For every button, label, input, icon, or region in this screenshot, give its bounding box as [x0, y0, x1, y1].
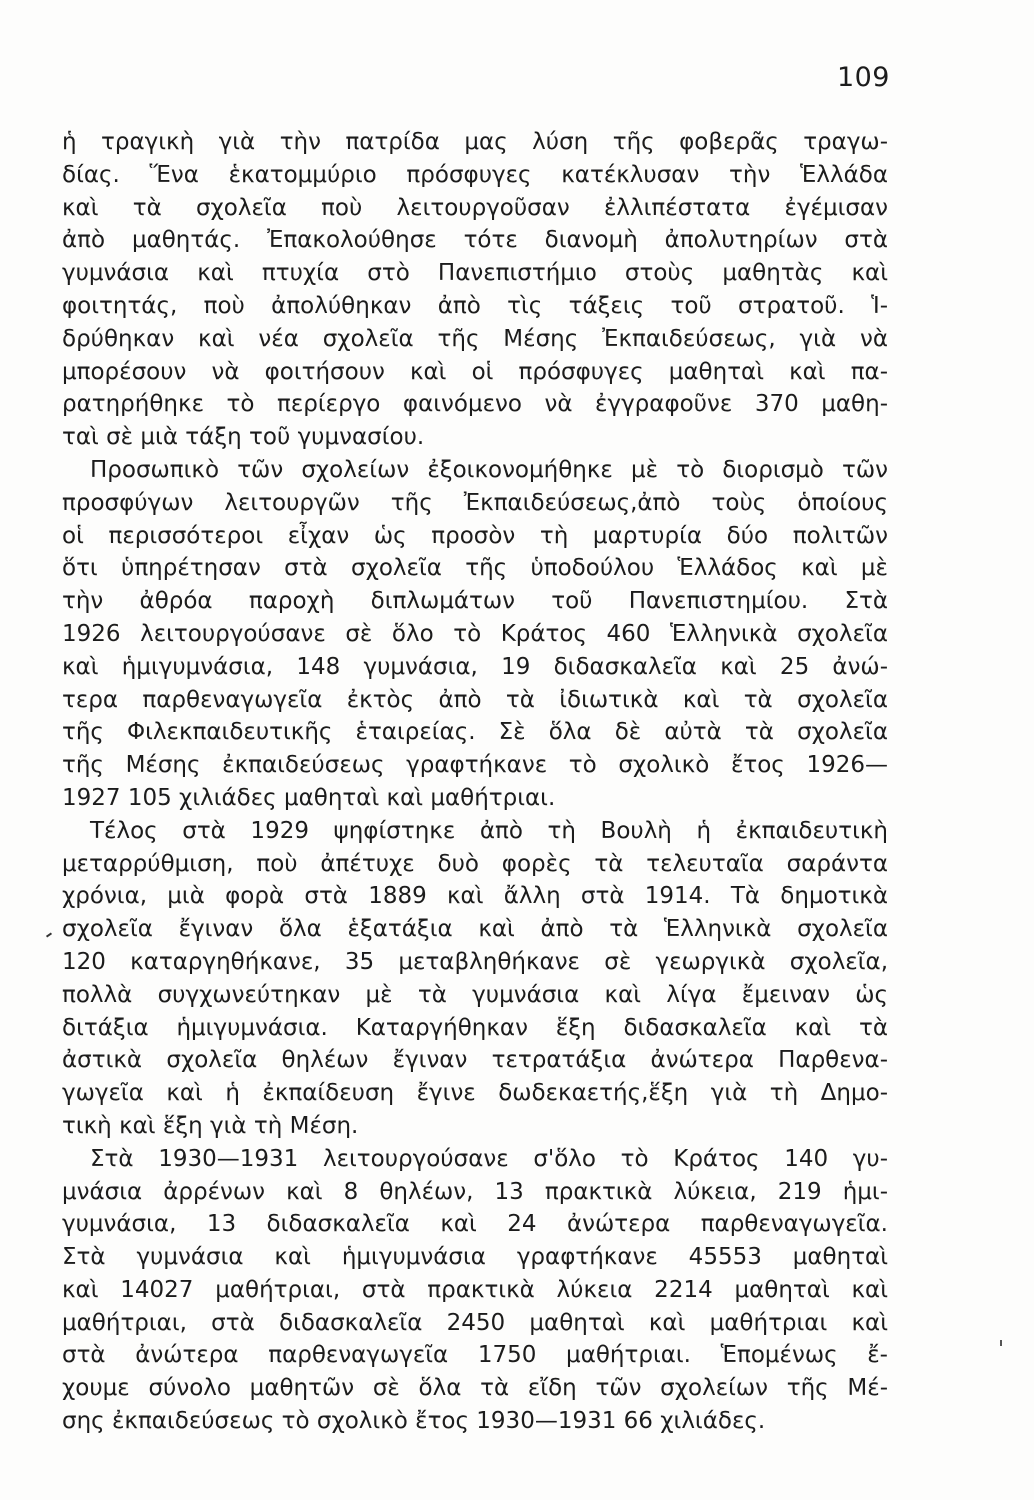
text-line: πολλὰ συγχωνεύτηκαν μὲ τὰ γυμνάσια καὶ λίγα ἔμειναν ὡς [62, 981, 888, 1008]
text-line: σχολεῖα ἔγιναν ὅλα ἑξατάξια καὶ ἀπὸ τὰ Ἑλληνικὰ σχολεῖα [62, 916, 888, 943]
text-line: δρύθηκαν καὶ νέα σχολεῖα τῆς Μέσης Ἐκπαιδεύσεως, γιὰ νὰ [62, 325, 888, 352]
margin-pencil-mark [46, 932, 52, 937]
text-line: προσφύγων λειτουργῶν τῆς Ἐκπαιδεύσεως,ἀπὸ τοὺς ὁποίους [62, 489, 888, 516]
paragraph-first-line: Τέλος στὰ 1929 ψηφίστηκε ἀπὸ τὴ Βουλὴ ἡ ἐκπαιδευτικὴ [90, 817, 888, 844]
text-line: ἀστικὰ σχολεῖα θηλέων ἔγιναν τετρατάξια ἀνώτερα Παρθενα- [62, 1047, 888, 1074]
page-number: 109 [836, 62, 890, 93]
text-line: γυμνάσια, 13 διδασκαλεῖα καὶ 24 ἀνώτερα παρθεναγωγεῖα. [62, 1211, 888, 1238]
text-line: μαθήτριαι, στὰ διδασκαλεῖα 2450 μαθηταὶ καὶ μαθήτριαι καὶ [62, 1309, 888, 1336]
text-line: μπορέσουν νὰ φοιτήσουν καὶ οἱ πρόσφυγες μαθηταὶ καὶ πα- [62, 358, 888, 385]
text-line: τικὴ καὶ ἕξη γιὰ τὴ Μέση. [62, 1112, 359, 1139]
text-line: χουμε σύνολο μαθητῶν σὲ ὅλα τὰ εἴδη τῶν σχολείων τῆς Μέ- [62, 1375, 888, 1402]
text-line: τῆς Φιλεκπαιδευτικῆς ἑταιρείας. Σὲ ὅλα δὲ αὐτὰ τὰ σχολεῖα [62, 719, 888, 746]
text-line: ἀπὸ μαθητάς. Ἐπακολούθησε τότε διανομὴ ἀπολυτηρίων στὰ [62, 227, 888, 254]
paragraph-first-line: Προσωπικὸ τῶν σχολείων ἐξοικονομήθηκε μὲ τὸ διορισμὸ τῶν [90, 456, 888, 483]
text-line: στὰ ἀνώτερα παρθεναγωγεῖα 1750 μαθήτριαι. Ἑπομένως ἔ- [62, 1342, 888, 1369]
text-line: γωγεῖα καὶ ἡ ἐκπαίδευση ἔγινε δωδεκαετής,ἕξη γιὰ τὴ Δημο- [62, 1080, 888, 1107]
text-line: οἱ περισσότεροι εἶχαν ὡς προσὸν τὴ μαρτυρία δύο πολιτῶν [62, 522, 888, 549]
text-line: τερα παρθεναγωγεῖα ἐκτὸς ἀπὸ τὰ ἰδιωτικὰ καὶ τὰ σχολεῖα [62, 686, 888, 713]
text-line: μεταρρύθμιση, ποὺ ἀπέτυχε δυὸ φορὲς τὰ τελευταῖα σαράντα [62, 850, 888, 877]
text-line: Στὰ γυμνάσια καὶ ἡμιγυμνάσια γραφτήκανε 45553 μαθηταὶ [62, 1244, 888, 1271]
text-line: τὴν ἀθρόα παροχὴ διπλωμάτων τοῦ Πανεπιστημίου. Στὰ [62, 588, 888, 615]
body-text [62, 126, 888, 1438]
text-line: σης ἐκπαιδεύσεως τὸ σχολικὸ ἔτος 1930—1931 66 χιλιάδες. [62, 1408, 766, 1435]
text-line: 1927 105 χιλιάδες μαθηταὶ καὶ μαθήτριαι. [62, 784, 556, 811]
text-line: ταὶ σὲ μιὰ τάξη τοῦ γυμνασίου. [62, 424, 425, 451]
text-line: καὶ ἡμιγυμνάσια, 148 γυμνάσια, 19 διδασκαλεῖα καὶ 25 ἀνώ- [62, 653, 888, 680]
text-line: φοιτητάς, ποὺ ἀπολύθηκαν ἀπὸ τὶς τάξεις τοῦ στρατοῦ. Ἱ- [62, 292, 888, 319]
text-line: 120 καταργηθήκανε, 35 μεταβληθήκανε σὲ γεωργικὰ σχολεῖα, [62, 948, 888, 975]
text-line: χρόνια, μιὰ φορὰ στὰ 1889 καὶ ἄλλη στὰ 1914. Τὰ δημοτικὰ [62, 883, 888, 910]
text-line: μνάσια ἀρρένων καὶ 8 θηλέων, 13 πρακτικὰ λύκεια, 219 ἡμι- [62, 1178, 888, 1205]
paragraph-first-line: Στὰ 1930—1931 λειτουργούσανε σ'ὅλο τὸ Κράτος 140 γυ- [90, 1145, 888, 1172]
text-line: 1926 λειτουργούσανε σὲ ὅλο τὸ Κράτος 460 Ἑλληνικὰ σχολεῖα [62, 620, 888, 647]
text-line: γυμνάσια καὶ πτυχία στὸ Πανεπιστήμιο στοὺς μαθητὰς καὶ [62, 260, 888, 287]
text-line: ὅτι ὑπηρέτησαν στὰ σχολεῖα τῆς ὑποδούλου Ἑλλάδος καὶ μὲ [62, 555, 888, 582]
text-line: δίας. Ἕνα ἑκατομμύριο πρόσφυγες κατέκλυσαν τὴν Ἑλλάδα [62, 161, 888, 188]
text-line: ἡ τραγικὴ γιὰ τὴν πατρίδα μας λύση τῆς φοβερᾶς τραγω- [62, 129, 888, 155]
margin-dust-speck [1000, 1340, 1002, 1346]
text-line: καὶ τὰ σχολεῖα ποὺ λειτουργοῦσαν ἐλλιπέστατα ἐγέμισαν [62, 194, 888, 221]
text-line: διτάξια ἡμιγυμνάσια. Καταργήθηκαν ἕξη διδασκαλεῖα καὶ τὰ [62, 1014, 888, 1041]
text-line: καὶ 14027 μαθήτριαι, στὰ πρακτικὰ λύκεια 2214 μαθηταὶ καὶ [62, 1276, 888, 1303]
text-line: τῆς Μέσης ἐκπαιδεύσεως γραφτήκανε τὸ σχολικὸ ἔτος 1926— [62, 752, 888, 779]
text-line: ρατηρήθηκε τὸ περίεργο φαινόμενο νὰ ἐγγραφοῦνε 370 μαθη- [62, 391, 888, 418]
